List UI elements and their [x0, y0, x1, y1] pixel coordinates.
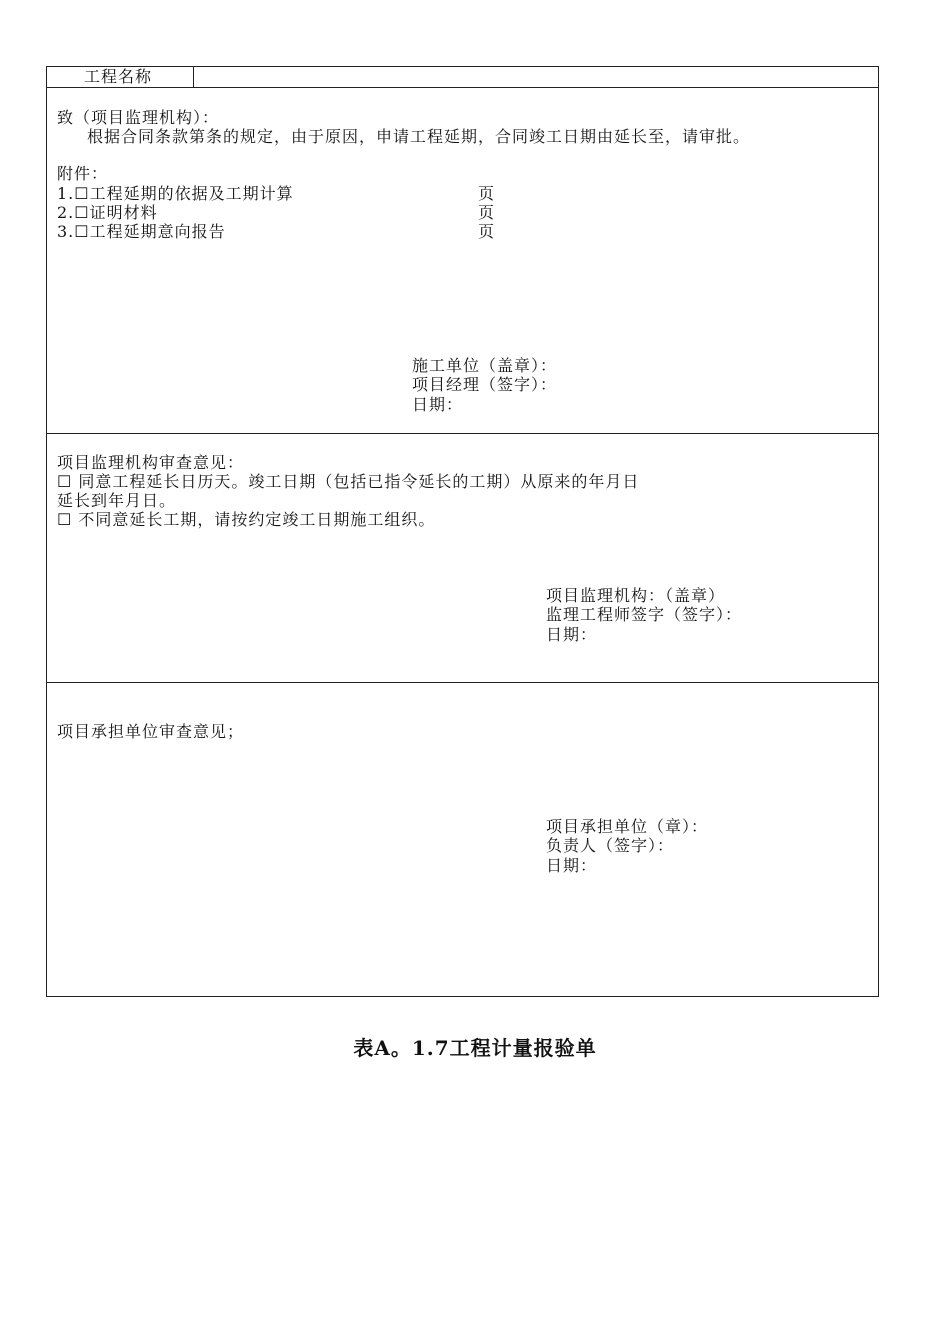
- project-manager-signature-label: 项目经理（签字）：: [412, 375, 558, 394]
- attachments-label: 附件：: [57, 164, 109, 183]
- section3-date-label: 日期：: [546, 856, 598, 875]
- attachment-item: 1.☐工程延期的依据及工期计算: [57, 184, 294, 203]
- form-table: [46, 66, 879, 997]
- project-name-label: 工程名称: [84, 67, 153, 86]
- option-disagree: ☐ 不同意延长工期，请按约定竣工日期施工组织。: [57, 510, 436, 529]
- supervision-org-seal-label: 项目监理机构：（盖章）: [546, 586, 726, 605]
- supervising-engineer-signature-label: 监理工程师签字（签字）：: [546, 605, 743, 624]
- section2-date-label: 日期：: [546, 625, 598, 644]
- undertaking-unit-review-heading: 项目承担单位审查意见；: [57, 722, 245, 741]
- attachment-page-unit: 页: [478, 222, 496, 241]
- responsible-person-signature-label: 负责人（签字）：: [546, 836, 675, 855]
- header-divider: [193, 67, 194, 87]
- row-divider-1: [47, 433, 878, 434]
- undertaking-unit-seal-label: 项目承担单位（章）：: [546, 817, 709, 836]
- row-divider-header: [47, 87, 878, 88]
- option-agree-continued: 延长到年月日。: [57, 491, 177, 510]
- attachment-item: 2.☐证明材料: [57, 203, 158, 222]
- row-divider-2: [47, 682, 878, 683]
- attachment-page-unit: 页: [478, 203, 496, 222]
- next-form-title: 表A。1.7工程计量报验单: [353, 1036, 597, 1060]
- option-agree: ☐ 同意工程延长日历天。竣工日期（包括已指令延长的工期）从原来的年月日: [57, 472, 640, 491]
- attachment-page-unit: 页: [478, 184, 496, 203]
- supervision-review-heading: 项目监理机构审查意见：: [57, 453, 245, 472]
- addressee: 致（项目监理机构）：: [57, 108, 220, 127]
- section1-date-label: 日期：: [412, 395, 464, 414]
- application-body: 根据合同条款第条的规定，由于原因，申请工程延期，合同竣工日期由延长至，请审批。: [87, 127, 751, 146]
- attachment-item: 3.☐工程延期意向报告: [57, 222, 226, 241]
- contractor-seal-label: 施工单位（盖章）：: [412, 356, 558, 375]
